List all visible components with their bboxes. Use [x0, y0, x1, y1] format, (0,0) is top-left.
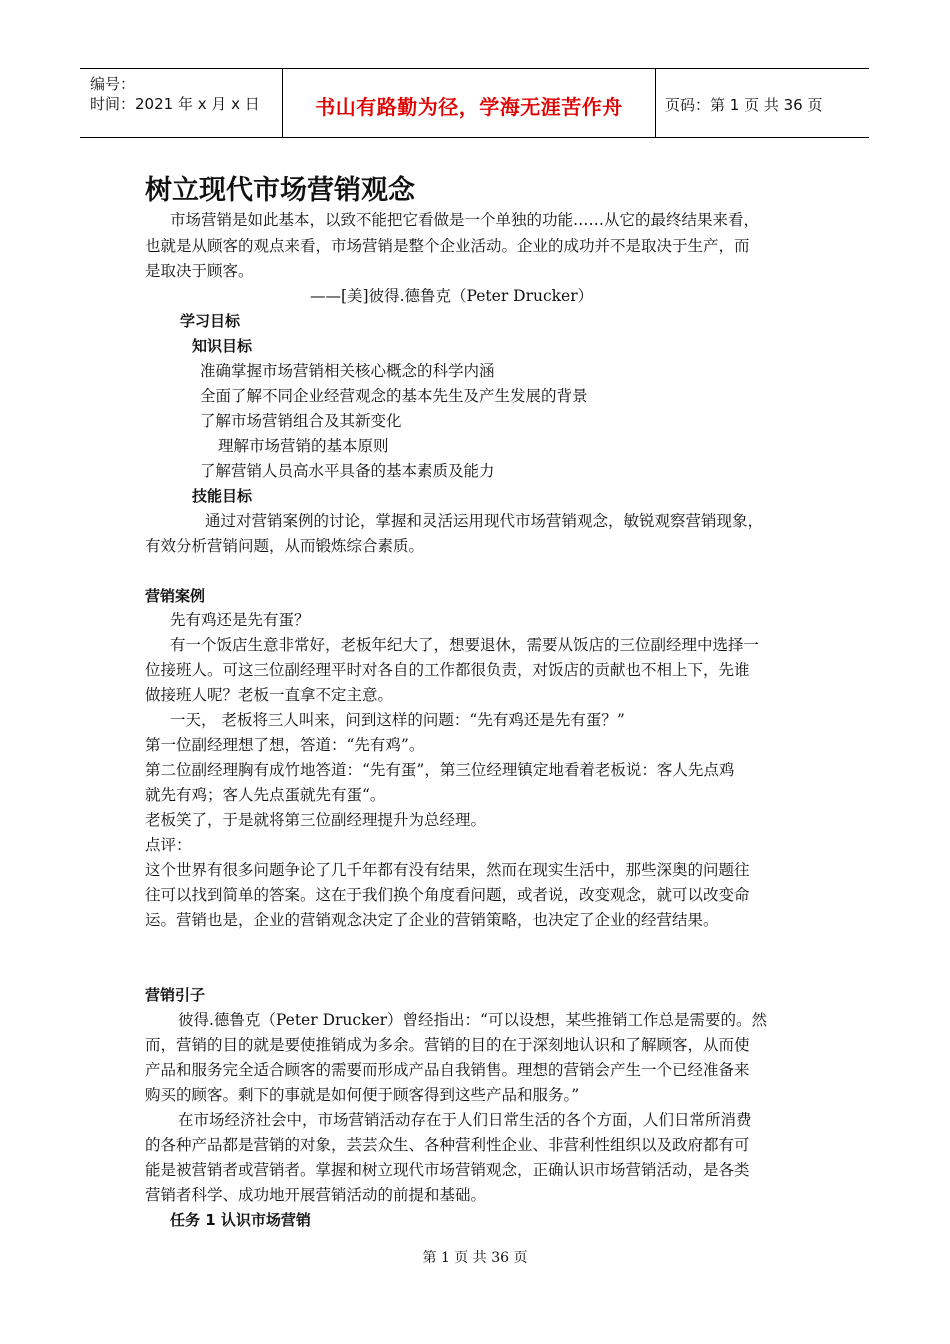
- objective-item: 准确掌握市场营销相关核心概念的科学内涵: [200, 362, 495, 380]
- skill-objectives-heading: 技能目标: [192, 487, 253, 505]
- quote-line: 也就是从顾客的观点来看，市场营销是整个企业活动。企业的成功并不是取决于生产，而: [145, 237, 750, 255]
- objective-item: 理解市场营销的基本原则: [218, 437, 389, 455]
- intro-text-line: 能是被营销者或营销者。掌握和树立现代市场营销观念，正确认识市场营销活动，是各类: [145, 1161, 750, 1179]
- page-footer: 第 1 页 共 36 页: [422, 1250, 528, 1266]
- comment-line: 运。营销也是，企业的营销观念决定了企业的营销策略，也决定了企业的经营结果。: [145, 911, 719, 929]
- quote-attribution: ——[美]彼得.德鲁克（Peter Drucker）: [310, 287, 594, 305]
- case-text-line: 第二位副经理胸有成竹地答道：“先有蛋”，第三位经理镇定地看着老板说：客人先点鸡: [145, 761, 735, 779]
- case-text-line: 有一个饭店生意非常好，老板年纪大了，想要退休，需要从饭店的三位副经理中选择一: [170, 636, 760, 654]
- objectives-heading: 学习目标: [180, 312, 241, 330]
- header-page-cell: [655, 69, 869, 137]
- document-date: 时间：2021 年 x 月 x 日: [90, 95, 260, 113]
- motto: 书山有路勤为径，学海无涯苦作舟: [315, 95, 623, 119]
- case-heading: 营销案例: [145, 587, 206, 605]
- objective-item: 了解营销人员高水平具备的基本素质及能力: [200, 462, 495, 480]
- case-text-line: 一天， 老板将三人叫来，问到这样的问题：“先有鸡还是先有蛋？”: [170, 711, 625, 729]
- intro-text-line: 彼得.德鲁克（Peter Drucker）曾经指出：“可以设想，某些推销工作总是需要的。然: [178, 1011, 767, 1029]
- case-text-line: 位接班人。可这三位副经理平时对各自的工作都很负责，对饭店的贡献也不相上下，先谁: [145, 661, 750, 679]
- intro-text-line: 产品和服务完全适合顾客的需要而形成产品自我销售。理想的营销会产生一个已经准备来: [145, 1061, 750, 1079]
- case-text-line: 就先有鸡；客人先点蛋就先有蛋“。: [145, 786, 386, 804]
- objective-item: 全面了解不同企业经营观念的基本先生及产生发展的背景: [200, 387, 588, 405]
- skill-objective-line: 通过对营销案例的讨论，掌握和灵活运用现代市场营销观念，敏锐观察营销现象，: [205, 512, 764, 530]
- intro-text-line: 的各种产品都是营销的对象，芸芸众生、各种营利性企业、非营利性组织以及政府都有可: [145, 1136, 750, 1154]
- case-subtitle: 先有鸡还是先有蛋？: [170, 611, 310, 629]
- intro-text-line: 营销者科学、成功地开展营销活动的前提和基础。: [145, 1186, 487, 1204]
- intro-text-line: 而，营销的目的就是要使推销成为多余。营销的目的在于深刻地认识和了解顾客，从而使: [145, 1036, 750, 1054]
- intro-text-line: 购买的顾客。剩下的事就是如何便于顾客得到这些产品和服务。”: [145, 1086, 580, 1104]
- task-heading: 任务 1 认识市场营销: [170, 1211, 311, 1229]
- header-meta-cell: [80, 69, 282, 137]
- document-title: 树立现代市场营销观念: [145, 175, 415, 206]
- knowledge-objectives-heading: 知识目标: [192, 337, 253, 355]
- comment-line: 这个世界有很多问题争论了几千年都有没有结果，然而在现实生活中，那些深奥的问题往: [145, 861, 750, 879]
- skill-objective-line: 有效分析营销问题，从而锻炼综合素质。: [145, 537, 425, 555]
- intro-heading: 营销引子: [145, 986, 206, 1004]
- intro-text-line: 在市场经济社会中，市场营销活动存在于人们日常生活的各个方面，人们日常所消费: [178, 1111, 752, 1129]
- objective-item: 了解市场营销组合及其新变化: [200, 412, 402, 430]
- document-number: 编号：: [90, 75, 136, 93]
- page-header: [80, 68, 869, 138]
- quote-line: 是取决于顾客。: [145, 262, 254, 280]
- comment-line: 往可以找到简单的答案。这在于我们换个角度看问题，或者说，改变观念，就可以改变命: [145, 886, 750, 904]
- case-text-line: 做接班人呢？老板一直拿不定主意。: [145, 686, 394, 704]
- comment-label: 点评：: [145, 836, 192, 854]
- case-text-line: 第一位副经理想了想，答道：“先有鸡”。: [145, 736, 425, 754]
- header-motto-cell: [282, 69, 656, 137]
- quote-line: 市场营销是如此基本，以致不能把它看做是一个单独的功能……从它的最终结果来看，: [170, 211, 760, 229]
- case-text-line: 老板笑了，于是就将第三位副经理提升为总经理。: [145, 811, 487, 829]
- page-info: 页码：第 1 页 共 36 页: [665, 96, 823, 114]
